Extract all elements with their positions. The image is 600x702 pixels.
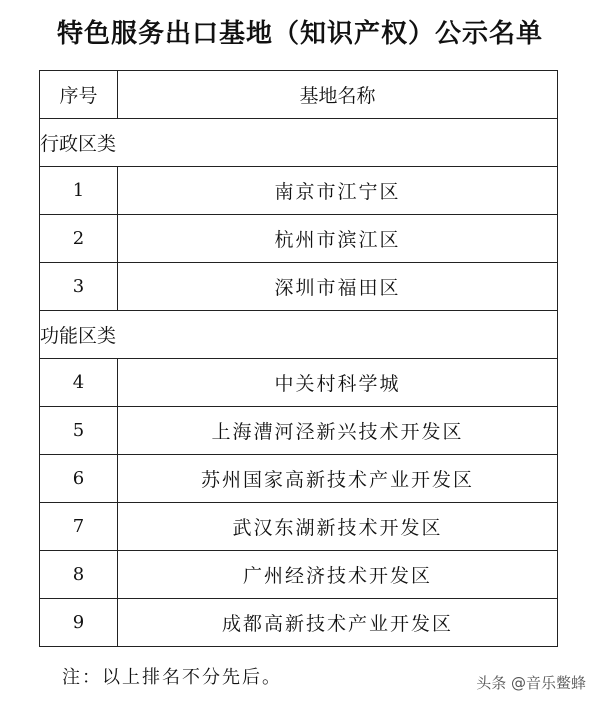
table-header-row <box>40 71 558 119</box>
table-row <box>40 551 558 599</box>
table-row <box>40 215 558 263</box>
category-label: 行政区类 <box>40 119 558 167</box>
row-base-name: 苏州国家高新技术产业开发区 <box>118 455 558 503</box>
row-base-name: 南京市江宁区 <box>118 167 558 215</box>
row-number: 6 <box>40 455 118 503</box>
row-base-name: 武汉东湖新技术开发区 <box>118 503 558 551</box>
header-base-name: 基地名称 <box>118 71 558 119</box>
table-row <box>40 599 558 647</box>
table-row <box>40 263 558 311</box>
table-row <box>40 455 558 503</box>
row-base-name: 上海漕河泾新兴技术开发区 <box>118 407 558 455</box>
table-row <box>40 167 558 215</box>
source-watermark: 头条 @音乐鳖蜂 <box>476 674 586 692</box>
row-base-name: 深圳市福田区 <box>118 263 558 311</box>
row-number: 4 <box>40 359 118 407</box>
row-base-name: 广州经济技术开发区 <box>118 551 558 599</box>
header-serial-number: 序号 <box>40 71 118 119</box>
category-label: 功能区类 <box>40 311 558 359</box>
row-number: 5 <box>40 407 118 455</box>
row-base-name: 中关村科学城 <box>118 359 558 407</box>
row-number: 2 <box>40 215 118 263</box>
row-number: 7 <box>40 503 118 551</box>
table-row <box>40 407 558 455</box>
table-row <box>40 359 558 407</box>
category-row-administrative <box>40 119 558 167</box>
base-list-table <box>39 70 558 647</box>
row-base-name: 成都高新技术产业开发区 <box>118 599 558 647</box>
page-title: 特色服务出口基地（知识产权）公示名单 <box>56 19 543 49</box>
category-row-functional <box>40 311 558 359</box>
row-number: 1 <box>40 167 118 215</box>
row-number: 9 <box>40 599 118 647</box>
row-number: 8 <box>40 551 118 599</box>
row-number: 3 <box>40 263 118 311</box>
table-row <box>40 503 558 551</box>
row-base-name: 杭州市滨江区 <box>118 215 558 263</box>
footnote: 注：以上排名不分先后。 <box>62 667 282 688</box>
